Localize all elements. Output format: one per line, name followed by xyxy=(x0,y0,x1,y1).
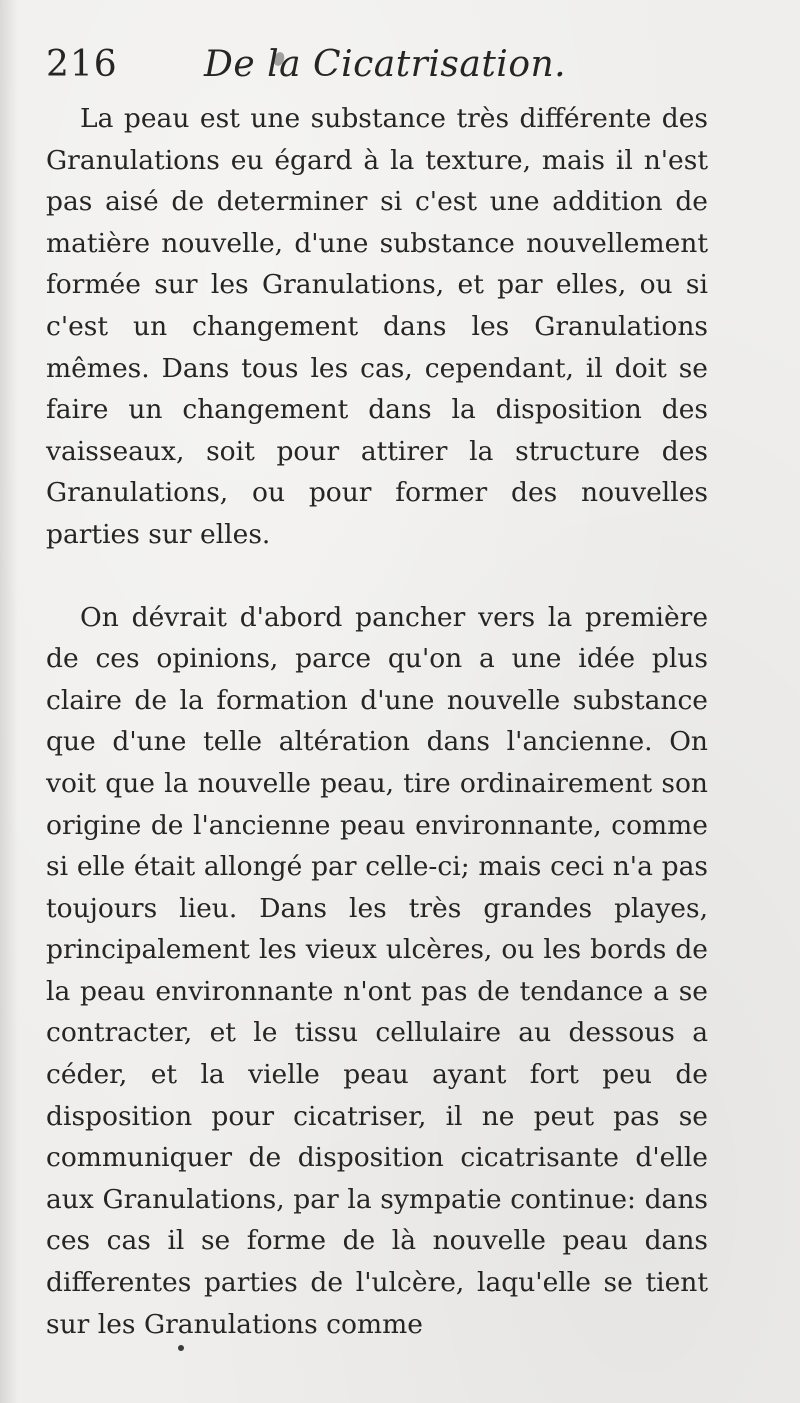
running-head xyxy=(46,44,746,94)
paragraph-1: La peau est une substance très différente des Granulations eu égard à la texture, mais il n'est pas aisé de determiner si c'est une addition de matière nouvelle, d'une substance nouvellement formée sur les Granulations, et par elles, ou si c'est un changement dans les Granulations mêmes. Dans tous les cas, cependant, il doit se faire un changement dans la disposition des vaisseaux, soit pour attirer la structure des Granulations, ou pour former des nouvelles parties sur elles. xyxy=(46,103,708,550)
paragraph-2: On dévrait d'abord pancher vers la première de ces opinions, parce qu'on a une idée plus claire de la formation d'une nouvelle substance que d'une telle altération dans l'ancienne. On voit que la nouvelle peau, tire ordinairement son origine de l'ancienne peau environnante, comme si elle était allongé par celle-ci; mais ceci n'a pas toujours lieu. Dans les très grandes playes, principalement les vieux ulcères, ou les bords de la peau environnante n'ont pas de tendance a se contracter, et le tissu cellulaire au dessous a céder, et la vielle peau ayant fort peu de disposition pour cicatriser, il ne peut pas se communiquer de disposition cicatrisante d'elle aux Granulations, par la sympatie continue: dans ces cas il se forme de là nouvelle peau dans differentes parties de l'ulcère, laqu'elle se tient sur les Granulations comme xyxy=(46,601,708,1340)
running-title: De la Cicatrisation. xyxy=(204,44,567,85)
page-number: 216 xyxy=(46,44,118,85)
body-text xyxy=(46,98,708,1345)
ink-dot xyxy=(178,1345,184,1351)
